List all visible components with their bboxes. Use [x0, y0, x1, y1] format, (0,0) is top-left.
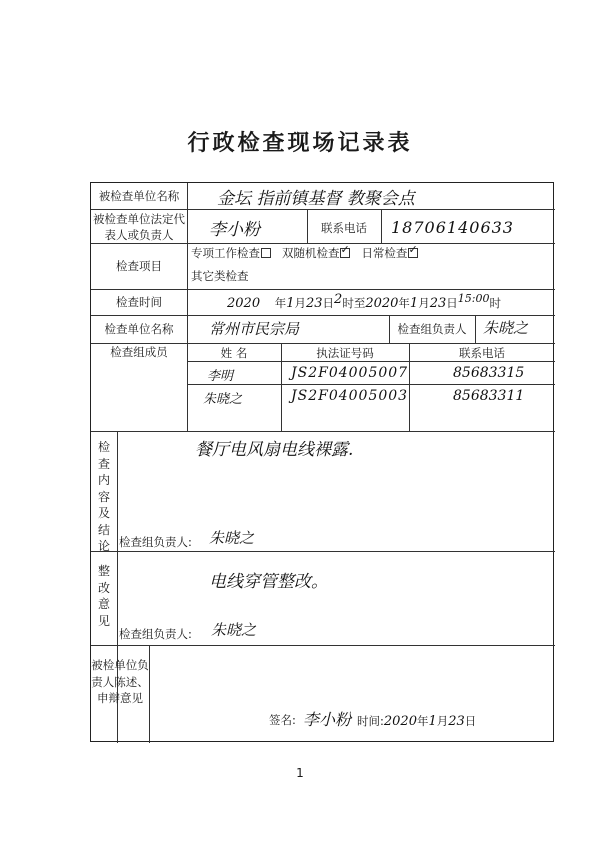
content-leader-label: 检查组负责人: [119, 535, 192, 549]
legal-rep-label: 被检查单位法定代表人或负责人 [93, 212, 185, 242]
inspected-unit-value: 金坛 指前镇基督 教聚会点 [217, 189, 415, 209]
record-table [90, 182, 554, 742]
team-leader-signature: 朱晓之 [483, 319, 529, 337]
items-options [191, 246, 551, 262]
inspector-unit-label: 检查单位名称 [104, 322, 174, 336]
time-value: 2020 年1月23日2时至2020年1月23日15:00时 [227, 292, 501, 311]
items-label: 检查项目 [116, 259, 162, 273]
content-label: 检查内容及结论 [97, 440, 110, 553]
rectify-text: 电线穿管整改。 [209, 572, 328, 592]
members-label: 检查组成员 [110, 345, 168, 359]
member-phone: 85683315 [453, 365, 525, 381]
statement-label: 被检单位负责人陈述、申辩意见 [91, 658, 149, 706]
statement-sign-label: 签名: [269, 713, 296, 727]
other-check-label: 其它类检查 [191, 269, 249, 283]
legal-rep-value: 李小粉 [209, 220, 260, 240]
statement-time: 时间:2020年1月23日 [357, 714, 477, 729]
rectify-leader-signature: 朱晓之 [211, 621, 257, 639]
member-cert: JS2F04005007 [291, 365, 409, 381]
phone-label: 联系电话 [321, 221, 367, 235]
daily-check-label: 日常检查 [361, 246, 408, 260]
legal-rep-phone: 18706140633 [391, 218, 514, 237]
rectify-leader-label: 检查组负责人: [119, 627, 192, 641]
team-leader-label: 检查组负责人 [397, 322, 467, 336]
content-leader-signature: 朱晓之 [209, 529, 255, 547]
time-label: 检查时间 [116, 295, 162, 309]
content-text: 餐厅电风扇电线裸露. [195, 440, 354, 460]
member-cert: JS2F04005003 [291, 388, 409, 404]
special-check-box[interactable] [261, 248, 271, 258]
page-title: 行政检查现场记录表 [187, 131, 413, 156]
daily-check-box[interactable] [408, 248, 418, 258]
col-phone-header: 联系电话 [459, 346, 505, 360]
member-name: 朱晓之 [203, 392, 243, 407]
rectify-label: 整改意见 [97, 564, 110, 628]
col-name-header: 姓 名 [220, 346, 248, 360]
special-check-label: 专项工作检查 [191, 246, 260, 260]
statement-signature: 李小粉 [303, 710, 352, 729]
random-check-box[interactable] [340, 248, 350, 258]
member-name: 李明 [207, 369, 234, 384]
inspected-unit-label: 被检查单位名称 [98, 189, 180, 203]
col-cert-header: 执法证号码 [316, 346, 374, 360]
random-check-label: 双随机检查 [281, 246, 340, 260]
page-number: 1 [296, 766, 304, 780]
inspector-unit-value: 常州市民宗局 [209, 320, 300, 338]
member-phone: 85683311 [453, 388, 525, 404]
